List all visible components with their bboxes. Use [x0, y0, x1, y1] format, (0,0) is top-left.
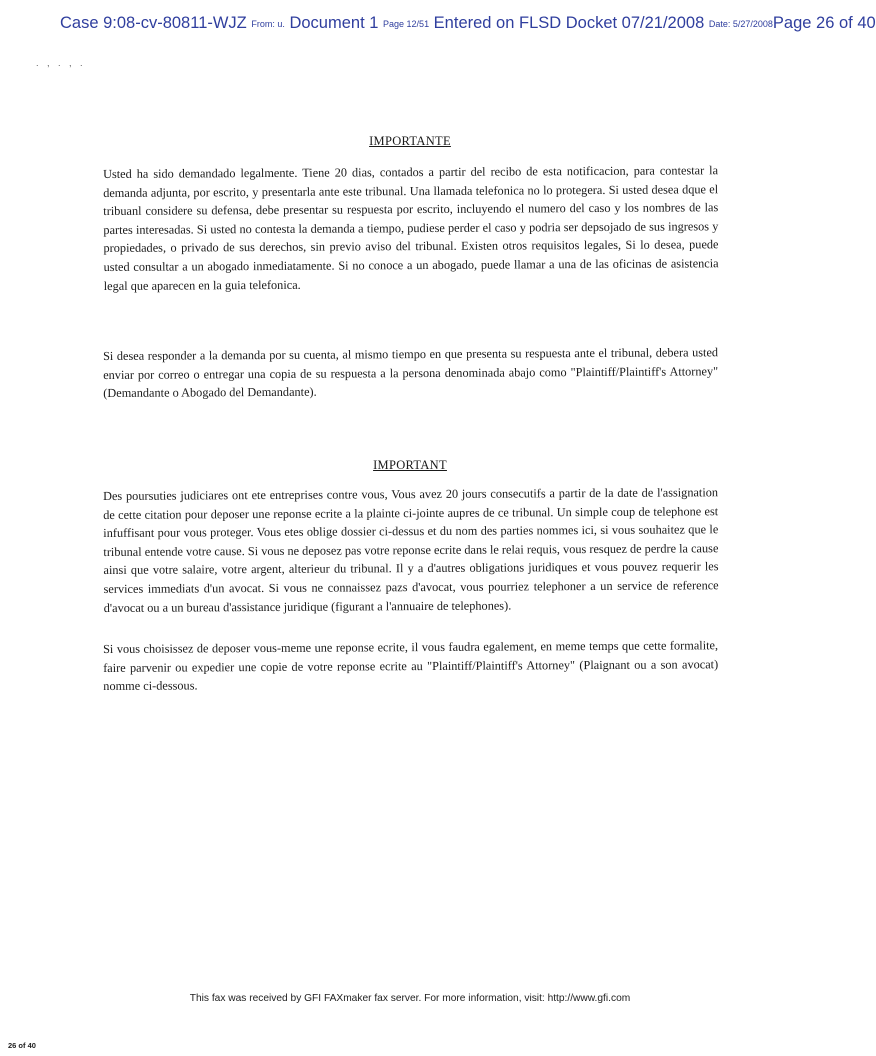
french-paragraph-2: Si vous choisissez de deposer vous-meme une reponse ecrite, il vous faudra egalement, en meme temps que cette formalite, faire parvenir ou expedier une copie de votre reponse ecrite au "Plaintiff/Plaintiff's Attorney" (Plaignant ou a son avocat) nomme ci-dessous.	[103, 638, 719, 694]
entered-docket: Entered on FLSD Docket 07/21/2008	[433, 14, 705, 32]
french-paragraph-1: Des poursuties judiciares ont ete entreprises contre vous, Vous avez 20 jours consecutifs a partir de la date de l'assignation de cette citation pour deposer une reponse ecrite a la plainte ci-jointe aupres de ce tribunal. Un simple coup de telephone est infuffisant pour vous proteger. Vous etes oblige dossier ci-dessus et du nom des parties nommes ici, si vous souhaitez que le tribunal entende votre cause. Si vous ne deposez pas votre reponse ecrite dans le relai requis, vous resquez de perdre la cause ainsi que votre salaire, votre argent, alterieur du tribunal. Il y a d'autres obligations juridiques et vous pouvez requerir les services immediats d'un avocat. Si vous ne connaissez pazs d'avocat, vous pourriez telephoner a un service de reference d'avocat ou a un bureau d'assistance juridique (figurant a l'annuaire de telephones).	[103, 485, 719, 615]
docket-header-left	[60, 14, 773, 33]
fax-footer: This fax was received by GFI FAXmaker fax server. For more information, visit: http://www.gfi.com	[189, 993, 631, 1004]
spanish-title: IMPORTANTE	[369, 134, 451, 148]
french-title: IMPORTANT	[373, 458, 447, 472]
page-number: Page 26 of 40	[772, 14, 876, 32]
docket-header	[60, 14, 876, 33]
case-number: Case 9:08-cv-80811-WJZ	[60, 14, 247, 32]
spanish-paragraph-1: Usted ha sido demandado legalmente. Tiene 20 dias, contados a partir del recibo de esta notificacion, para contestar la demanda adjunta, por escrito, y presentarla ante este tribunal. Una llamada telefonica no lo protegera. Si usted desea dque el tribuanl considere su defensa, debe presentar su respuesta por escrito, incluyendo el numero del caso y los nombres de las partes interesadas. Si usted no contesta la demanda a tiempo, pudiese perder el caso y podria ser depsojado de sus ingresos y propiedades, o privado de sus derechos, sin previo aviso del tribunal. Existen otros requisitos legales, Si lo desea, puede usted consultar a un abogado inmediatamente. Si no conoce a un abogado, puede llamar a una de las oficinas de asistencia legal que aparecen en la guia telefonica.	[103, 163, 719, 293]
spanish-paragraph-2: Si desea responder a la demanda por su cuenta, al mismo tiempo en que presenta su respuesta ante el tribunal, debera usted enviar por correo o entregar una copia de su respuesta a la persona denominada abajo como "Plaintiff/Plaintiff's Attorney" (Demandante o Abogado del Demandante).	[103, 345, 719, 401]
page-count: 26 of 40	[8, 1041, 36, 1050]
fax-page: Page 12/51	[383, 19, 430, 29]
fax-date: Date: 5/27/2008	[708, 19, 773, 29]
fax-mark: . , . , .	[36, 58, 86, 68]
document-number: Document 1	[289, 14, 379, 32]
fax-from: From: u.	[251, 19, 285, 29]
